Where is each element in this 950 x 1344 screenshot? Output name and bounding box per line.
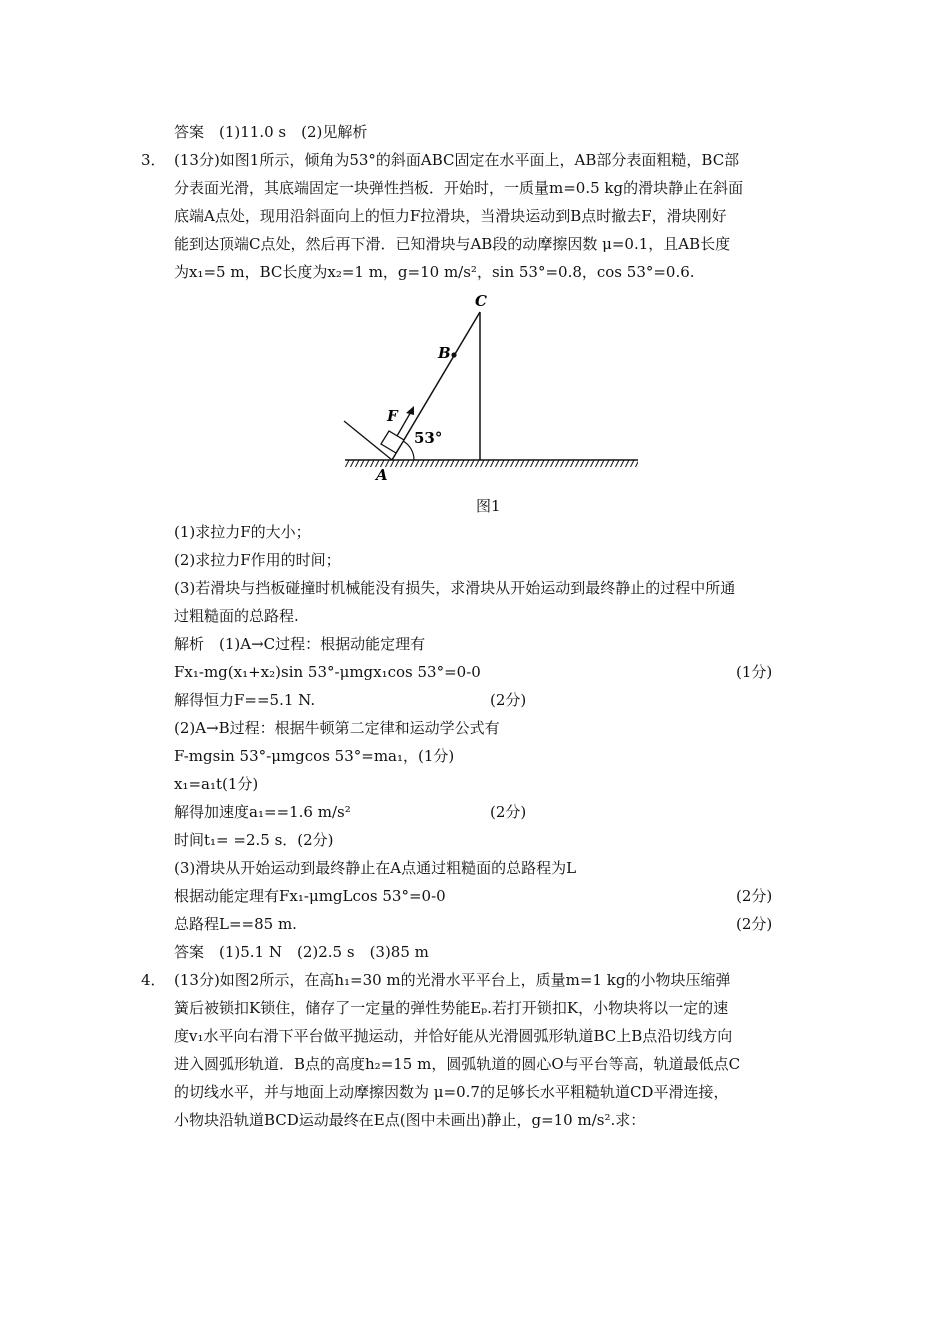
solution-score-10: (2分): [736, 887, 773, 905]
problem-3-line-1: (13分)如图1所示，倾角为53°的斜面ABC固定在水平面上，AB部分表面粗糙，BC部: [174, 151, 740, 169]
force-arrowhead: [406, 406, 414, 415]
problem-3-answer: 答案 (1)5.1 N (2)2.5 s (3)85 m: [174, 943, 429, 961]
problem-3-line-3: 底端A点处，现用沿斜面向上的恒力F拉滑块，当滑块运动到B点时撤去F，滑块刚好: [174, 207, 727, 225]
slider-block: [381, 431, 404, 453]
problem-4-line-2: 簧后被锁扣K锁住，储存了一定量的弹性势能Eₚ.若打开锁扣K，小物块将以一定的速: [174, 999, 729, 1017]
problem-4-line-1: (13分)如图2所示，在高h₁=30 m的光滑水平平台上，质量m=1 kg的小物块压缩弹: [174, 971, 731, 989]
problem-3-line-5: 为x₁=5 m，BC长度为x₂=1 m，g=10 m/s²，sin 53°=0.8，cos 53°=0.6.: [174, 263, 695, 281]
solution-line-1: 解析 (1)A→C过程：根据动能定理有: [174, 635, 426, 653]
problem-4-number: 4．: [141, 971, 166, 989]
figure-1-caption: 图1: [476, 497, 501, 515]
solution-line-9: (3)滑块从开始运动到最终静止在A点通过粗糙面的总路程为L: [174, 859, 577, 877]
label-f: F: [387, 407, 398, 425]
incline-diagram: [330, 288, 650, 488]
question-1: (1)求拉力F的大小；: [174, 523, 311, 541]
problem-3-number: 3．: [141, 151, 166, 169]
solution-line-5: F-mgsin 53°-μmgcos 53°=ma₁，(1分): [174, 747, 455, 765]
problem-4-line-5: 的切线水平，并与地面上动摩擦因数为 μ=0.7的足够长水平粗糙轨道CD平滑连接，: [174, 1083, 729, 1101]
question-3-line-2: 过粗糙面的总路程.: [174, 607, 299, 625]
solution-line-4: (2)A→B过程：根据牛顿第二定律和运动学公式有: [174, 719, 500, 737]
solution-score-2: (1分): [736, 663, 773, 681]
problem-3-line-4: 能到达顶端C点处，然后再下滑．已知滑块与AB段的动摩擦因数 μ=0.1，且AB长度: [174, 235, 731, 253]
point-b-dot: [451, 352, 456, 357]
problem-4-line-6: 小物块沿轨道BCD运动最终在E点(图中未画出)静止，g=10 m/s².求：: [174, 1111, 646, 1129]
question-2: (2)求拉力F作用的时间；: [174, 551, 341, 569]
solution-line-6: x₁=a₁t(1分): [174, 775, 259, 793]
question-3-line-1: (3)若滑块与挡板碰撞时机械能没有损失，求滑块从开始运动到最终静止的过程中所通: [174, 579, 736, 597]
label-c: C: [475, 292, 487, 310]
label-b: B: [438, 344, 451, 362]
solution-line-2: Fx₁-mg(x₁+x₂)sin 53°-μmgx₁cos 53°=0-0: [174, 663, 481, 681]
solution-score-7: (2分): [490, 803, 527, 821]
solution-line-3: 解得恒力F==5.1 N.: [174, 691, 316, 709]
previous-answer: 答案 (1)11.0 s (2)见解析: [174, 123, 368, 141]
solution-score-11: (2分): [736, 915, 773, 933]
problem-4-line-4: 进入圆弧形轨道．B点的高度h₂=15 m，圆弧轨道的圆心O与平台等高，轨道最低点C: [174, 1055, 741, 1073]
solution-line-11: 总路程L==85 m.: [174, 915, 297, 933]
solution-score-3: (2分): [490, 691, 527, 709]
problem-3-line-2: 分表面光滑，其底端固定一块弹性挡板．开始时，一质量m=0.5 kg的滑块静止在斜面: [174, 179, 744, 197]
angle-arc: [403, 441, 414, 460]
solution-line-8: 时间t₁= =2.5 s．(2分): [174, 831, 334, 849]
label-angle: 53°: [414, 429, 443, 447]
solution-line-7: 解得加速度a₁==1.6 m/s²: [174, 803, 351, 821]
solution-line-10: 根据动能定理有Fx₁-μmgLcos 53°=0-0: [174, 887, 446, 905]
problem-4-line-3: 度v₁水平向右滑下平台做平抛运动，并恰好能从光滑圆弧形轨道BC上B点沿切线方向: [174, 1027, 733, 1045]
label-a: A: [376, 466, 388, 484]
ground-hatching: [345, 460, 638, 467]
